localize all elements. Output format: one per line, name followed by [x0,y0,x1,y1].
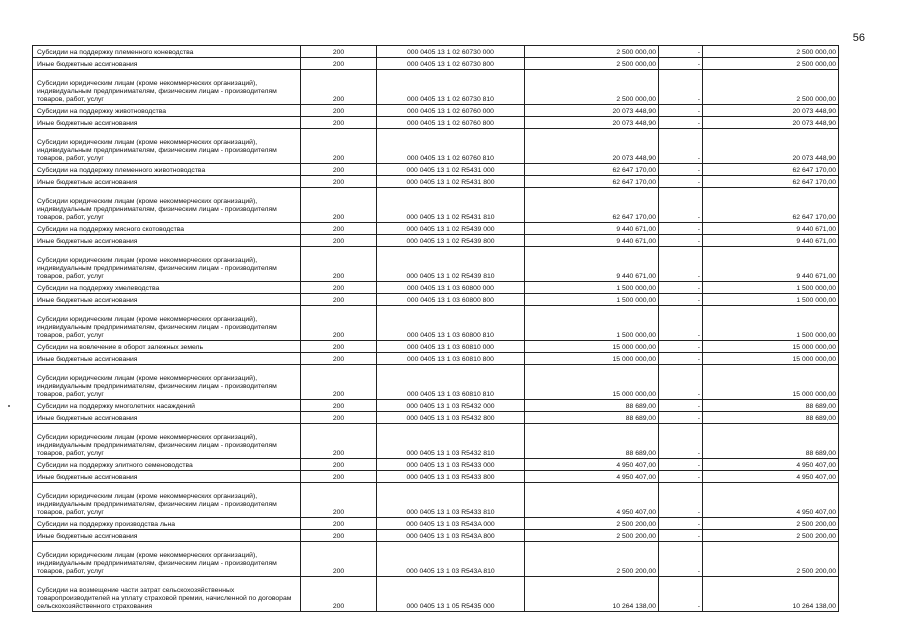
row-amount-cell: 2 500 200,00 [525,530,659,542]
table-row [33,117,839,129]
row-total-cell: 4 950 407,00 [703,471,839,483]
row-change-cell: - [659,306,703,341]
table-row [33,530,839,542]
row-change-cell: - [659,105,703,117]
row-csr-cell: 200 [301,105,377,117]
row-name-cell: Субсидии юридическим лицам (кроме некоммерческих организаций), индивидуальным предпринимателям, физическим лицам - производителям товаров, работ, услуг [33,70,301,105]
row-amount-cell: 2 500 200,00 [525,542,659,577]
row-amount-cell: 15 000 000,00 [525,365,659,400]
table-row [33,105,839,117]
row-code-cell: 000 0405 13 1 02 60760 810 [377,129,525,164]
row-csr-cell: 200 [301,58,377,70]
row-name-cell: Иные бюджетные ассигнования [33,353,301,365]
row-csr-cell: 200 [301,117,377,129]
row-total-cell: 2 500 200,00 [703,518,839,530]
row-code-cell: 000 0405 13 1 03 60810 810 [377,365,525,400]
row-code-cell: 000 0405 13 1 05 R5435 000 [377,577,525,612]
row-code-cell: 000 0405 13 1 03 R543A 000 [377,518,525,530]
row-name-cell: Субсидии на поддержку животноводства [33,105,301,117]
row-amount-cell: 2 500 000,00 [525,46,659,58]
row-amount-cell: 4 950 407,00 [525,483,659,518]
row-code-cell: 000 0405 13 1 02 R5431 000 [377,164,525,176]
row-total-cell: 2 500 200,00 [703,530,839,542]
row-csr-cell: 200 [301,129,377,164]
row-total-cell: 4 950 407,00 [703,459,839,471]
row-change-cell: - [659,46,703,58]
row-code-cell: 000 0405 13 1 02 R5439 000 [377,223,525,235]
row-csr-cell: 200 [301,412,377,424]
table-row [33,247,839,282]
table-row [33,542,839,577]
row-change-cell: - [659,129,703,164]
row-total-cell: 9 440 671,00 [703,223,839,235]
row-total-cell: 2 500 200,00 [703,542,839,577]
row-csr-cell: 200 [301,164,377,176]
row-code-cell: 000 0405 13 1 03 R5432 800 [377,412,525,424]
row-name-cell: Субсидии юридическим лицам (кроме некоммерческих организаций), индивидуальным предпринимателям, физическим лицам - производителям товаров, работ, услуг [33,306,301,341]
row-name-cell: Субсидии на поддержку племенного животноводства [33,164,301,176]
row-csr-cell: 200 [301,577,377,612]
row-change-cell: - [659,70,703,105]
row-change-cell: - [659,471,703,483]
scan-artifact [8,405,10,407]
row-csr-cell: 200 [301,518,377,530]
row-name-cell: Субсидии юридическим лицам (кроме некоммерческих организаций), индивидуальным предпринимателям, физическим лицам - производителям товаров, работ, услуг [33,247,301,282]
row-csr-cell: 200 [301,46,377,58]
row-change-cell: - [659,412,703,424]
row-total-cell: 15 000 000,00 [703,353,839,365]
row-total-cell: 1 500 000,00 [703,282,839,294]
row-change-cell: - [659,235,703,247]
row-total-cell: 9 440 671,00 [703,247,839,282]
row-change-cell: - [659,223,703,235]
row-total-cell: 88 689,00 [703,412,839,424]
row-amount-cell: 2 500 000,00 [525,70,659,105]
row-name-cell: Субсидии на поддержку элитного семеноводства [33,459,301,471]
row-csr-cell: 200 [301,471,377,483]
row-code-cell: 000 0405 13 1 03 60800 810 [377,306,525,341]
row-change-cell: - [659,58,703,70]
row-name-cell: Иные бюджетные ассигнования [33,117,301,129]
row-total-cell: 62 647 170,00 [703,176,839,188]
row-code-cell: 000 0405 13 1 02 60730 800 [377,58,525,70]
row-total-cell: 1 500 000,00 [703,306,839,341]
row-amount-cell: 15 000 000,00 [525,341,659,353]
row-code-cell: 000 0405 13 1 02 R5439 800 [377,235,525,247]
row-name-cell: Субсидии юридическим лицам (кроме некоммерческих организаций), индивидуальным предпринимателям, физическим лицам - производителям товаров, работ, услуг [33,129,301,164]
row-code-cell: 000 0405 13 1 02 60760 800 [377,117,525,129]
row-name-cell: Иные бюджетные ассигнования [33,412,301,424]
table-row [33,341,839,353]
row-name-cell: Субсидии на возмещение части затрат сельскохозяйственных товаропроизводителей на уплату страховой премии, начисленной по договорам сельскохозяйственного страхования [33,577,301,612]
row-name-cell: Иные бюджетные ассигнования [33,176,301,188]
row-amount-cell: 9 440 671,00 [525,223,659,235]
row-code-cell: 000 0405 13 1 02 R5439 810 [377,247,525,282]
row-amount-cell: 62 647 170,00 [525,164,659,176]
row-change-cell: - [659,282,703,294]
row-amount-cell: 1 500 000,00 [525,306,659,341]
row-total-cell: 10 264 138,00 [703,577,839,612]
row-code-cell: 000 0405 13 1 03 R5432 000 [377,400,525,412]
table-row [33,294,839,306]
row-amount-cell: 20 073 448,90 [525,105,659,117]
row-change-cell: - [659,353,703,365]
table-row [33,223,839,235]
row-amount-cell: 10 264 138,00 [525,577,659,612]
row-amount-cell: 88 689,00 [525,400,659,412]
row-name-cell: Иные бюджетные ассигнования [33,530,301,542]
row-name-cell: Субсидии на поддержку хмелеводства [33,282,301,294]
row-amount-cell: 62 647 170,00 [525,188,659,223]
table-row [33,235,839,247]
row-csr-cell: 200 [301,400,377,412]
row-change-cell: - [659,365,703,400]
row-amount-cell: 1 500 000,00 [525,282,659,294]
row-total-cell: 15 000 000,00 [703,365,839,400]
table-row [33,46,839,58]
table-row [33,353,839,365]
row-name-cell: Субсидии на поддержку многолетних насаждений [33,400,301,412]
row-name-cell: Иные бюджетные ассигнования [33,235,301,247]
row-amount-cell: 62 647 170,00 [525,176,659,188]
row-amount-cell: 9 440 671,00 [525,247,659,282]
row-change-cell: - [659,188,703,223]
row-name-cell: Субсидии юридическим лицам (кроме некоммерческих организаций), индивидуальным предпринимателям, физическим лицам - производителям товаров, работ, услуг [33,188,301,223]
table-row [33,518,839,530]
row-code-cell: 000 0405 13 1 03 R5433 800 [377,471,525,483]
table-row [33,306,839,341]
budget-table-container [32,45,838,612]
row-code-cell: 000 0405 13 1 03 R5433 810 [377,483,525,518]
row-name-cell: Иные бюджетные ассигнования [33,294,301,306]
row-total-cell: 62 647 170,00 [703,188,839,223]
row-name-cell: Субсидии на поддержку мясного скотоводства [33,223,301,235]
table-row [33,70,839,105]
row-csr-cell: 200 [301,353,377,365]
row-amount-cell: 20 073 448,90 [525,129,659,164]
table-row [33,424,839,459]
row-name-cell: Субсидии на вовлечение в оборот залежных земель [33,341,301,353]
row-csr-cell: 200 [301,223,377,235]
row-code-cell: 000 0405 13 1 02 60760 000 [377,105,525,117]
row-total-cell: 88 689,00 [703,424,839,459]
row-code-cell: 000 0405 13 1 03 R5432 810 [377,424,525,459]
row-total-cell: 15 000 000,00 [703,341,839,353]
row-amount-cell: 20 073 448,90 [525,117,659,129]
table-row [33,129,839,164]
row-csr-cell: 200 [301,188,377,223]
row-csr-cell: 200 [301,483,377,518]
row-change-cell: - [659,294,703,306]
budget-table-body [33,46,839,612]
row-change-cell: - [659,518,703,530]
row-name-cell: Субсидии на поддержку племенного коневодства [33,46,301,58]
row-total-cell: 20 073 448,90 [703,117,839,129]
row-total-cell: 20 073 448,90 [703,129,839,164]
row-code-cell: 000 0405 13 1 02 R5431 800 [377,176,525,188]
row-code-cell: 000 0405 13 1 02 60730 000 [377,46,525,58]
row-amount-cell: 2 500 000,00 [525,58,659,70]
row-name-cell: Иные бюджетные ассигнования [33,58,301,70]
row-csr-cell: 200 [301,341,377,353]
table-row [33,412,839,424]
row-name-cell: Субсидии юридическим лицам (кроме некоммерческих организаций), индивидуальным предпринимателям, физическим лицам - производителям товаров, работ, услуг [33,542,301,577]
row-change-cell: - [659,483,703,518]
row-csr-cell: 200 [301,235,377,247]
row-csr-cell: 200 [301,247,377,282]
row-csr-cell: 200 [301,365,377,400]
row-total-cell: 2 500 000,00 [703,46,839,58]
row-csr-cell: 200 [301,424,377,459]
row-amount-cell: 4 950 407,00 [525,471,659,483]
row-code-cell: 000 0405 13 1 03 R5433 000 [377,459,525,471]
row-name-cell: Иные бюджетные ассигнования [33,471,301,483]
row-csr-cell: 200 [301,530,377,542]
row-change-cell: - [659,247,703,282]
row-csr-cell: 200 [301,294,377,306]
row-amount-cell: 9 440 671,00 [525,235,659,247]
row-code-cell: 000 0405 13 1 03 60810 000 [377,341,525,353]
row-csr-cell: 200 [301,306,377,341]
row-change-cell: - [659,459,703,471]
row-name-cell: Субсидии юридическим лицам (кроме некоммерческих организаций), индивидуальным предпринимателям, физическим лицам - производителям товаров, работ, услуг [33,424,301,459]
table-row [33,459,839,471]
row-code-cell: 000 0405 13 1 03 R543A 810 [377,542,525,577]
row-amount-cell: 15 000 000,00 [525,353,659,365]
page-number: 56 [852,32,865,44]
row-amount-cell: 2 500 200,00 [525,518,659,530]
row-change-cell: - [659,117,703,129]
row-change-cell: - [659,424,703,459]
row-total-cell: 2 500 000,00 [703,58,839,70]
row-change-cell: - [659,577,703,612]
row-csr-cell: 200 [301,282,377,294]
row-csr-cell: 200 [301,70,377,105]
table-row [33,400,839,412]
table-row [33,471,839,483]
row-name-cell: Субсидии на поддержку производства льна [33,518,301,530]
table-row [33,483,839,518]
row-code-cell: 000 0405 13 1 03 60810 800 [377,353,525,365]
row-code-cell: 000 0405 13 1 02 R5431 810 [377,188,525,223]
row-total-cell: 62 647 170,00 [703,164,839,176]
row-total-cell: 4 950 407,00 [703,483,839,518]
table-row [33,365,839,400]
table-row [33,176,839,188]
row-name-cell: Субсидии юридическим лицам (кроме некоммерческих организаций), индивидуальным предпринимателям, физическим лицам - производителям товаров, работ, услуг [33,483,301,518]
row-total-cell: 20 073 448,90 [703,105,839,117]
row-code-cell: 000 0405 13 1 02 60730 810 [377,70,525,105]
row-code-cell: 000 0405 13 1 03 R543A 800 [377,530,525,542]
row-csr-cell: 200 [301,542,377,577]
row-change-cell: - [659,530,703,542]
table-row [33,577,839,612]
row-code-cell: 000 0405 13 1 03 60800 800 [377,294,525,306]
row-amount-cell: 1 500 000,00 [525,294,659,306]
budget-table [32,45,839,612]
row-total-cell: 1 500 000,00 [703,294,839,306]
row-change-cell: - [659,542,703,577]
table-row [33,164,839,176]
row-name-cell: Субсидии юридическим лицам (кроме некоммерческих организаций), индивидуальным предпринимателям, физическим лицам - производителям товаров, работ, услуг [33,365,301,400]
row-total-cell: 88 689,00 [703,400,839,412]
table-row [33,58,839,70]
table-row [33,188,839,223]
row-change-cell: - [659,341,703,353]
row-amount-cell: 4 950 407,00 [525,459,659,471]
table-row [33,282,839,294]
row-change-cell: - [659,176,703,188]
row-amount-cell: 88 689,00 [525,424,659,459]
row-change-cell: - [659,400,703,412]
row-code-cell: 000 0405 13 1 03 60800 000 [377,282,525,294]
row-amount-cell: 88 689,00 [525,412,659,424]
row-total-cell: 9 440 671,00 [703,235,839,247]
row-change-cell: - [659,164,703,176]
row-total-cell: 2 500 000,00 [703,70,839,105]
row-csr-cell: 200 [301,176,377,188]
row-csr-cell: 200 [301,459,377,471]
